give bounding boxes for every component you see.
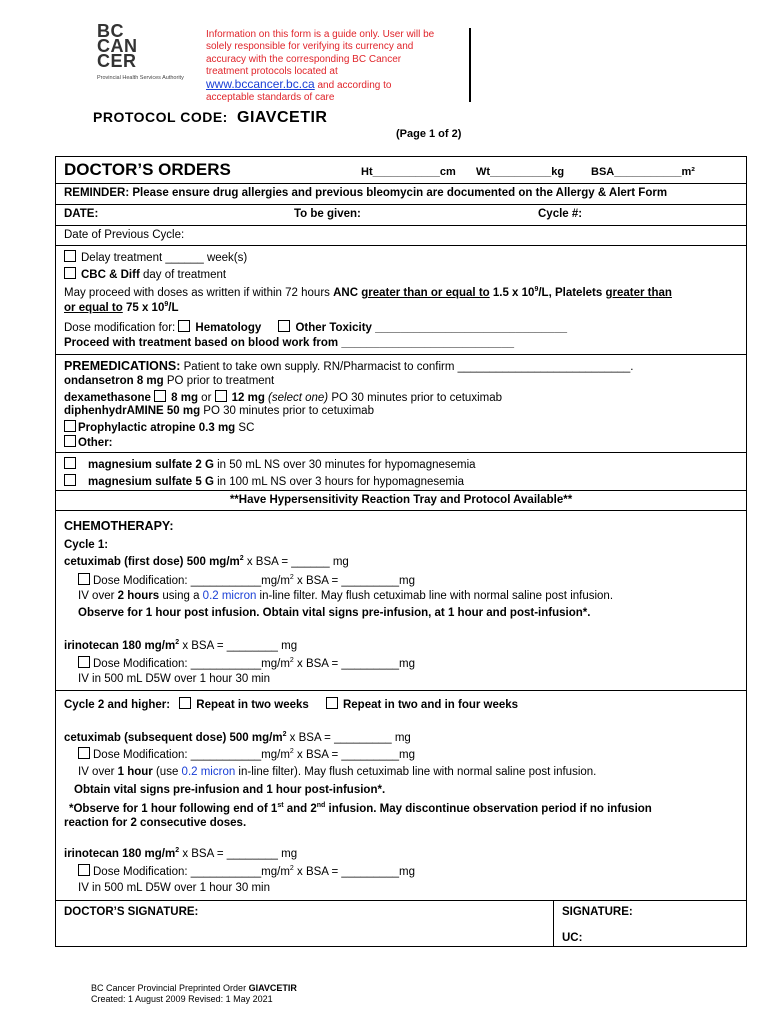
magnesium-5g-checkbox[interactable] <box>64 474 76 486</box>
logo-line-2: CAN <box>97 36 138 56</box>
atropine-label: Prophylactic atropine 0.3 mg <box>78 422 236 434</box>
cycle-2-label: Cycle 2 and higher: <box>64 699 171 711</box>
protocol-code-value: GIAVCETIR <box>237 109 328 126</box>
cbc-diff-text: day of treatment <box>139 269 227 281</box>
repeat-two-four-weeks-checkbox[interactable] <box>326 697 338 709</box>
logo-subtitle: Provincial Health Services Authority <box>97 75 184 81</box>
premedications-title: PREMEDICATIONS: <box>64 359 181 373</box>
observe-cycle1: Observe for 1 hour post infusion. Obtain vital signs pre-infusion, at 1 hour and post-infusion*. <box>78 607 591 619</box>
irinotecan-infusion-2: IV in 500 mL D5W over 1 hour 30 min <box>78 882 270 894</box>
irinotecan2-dose-mod-checkbox[interactable] <box>78 864 90 876</box>
height-field[interactable]: Ht___________cm <box>361 166 456 178</box>
proceed-criteria-cont: or equal to 75 x $10^9/L$ <box>64 301 179 314</box>
cetuximab-first-dose: cetuximab (first dose) 500 mg/m <box>64 555 240 568</box>
disclaimer-line: Information on this form is a guide only. User will be <box>206 29 435 40</box>
magnesium-2g-checkbox[interactable] <box>64 457 76 469</box>
doctors-orders-title: DOCTOR’S ORDERS <box>64 160 231 179</box>
signature-divider <box>553 901 554 946</box>
premed-other-label: Other: <box>78 437 113 449</box>
footer-order-label: BC Cancer Provincial Preprinted Order <box>91 983 249 993</box>
signature-field[interactable]: SIGNATURE: <box>562 906 633 918</box>
hypersensitivity-row <box>56 491 746 511</box>
dex-12mg-checkbox[interactable] <box>215 390 227 402</box>
proceed-criteria: May proceed with doses as written if within 72 hours ANC greater than or equal to 1.5 x $10^9/L$, Platelets greater than <box>64 286 672 299</box>
to-be-given-field[interactable]: To be given: <box>294 208 361 220</box>
cetuximab2-dose-mod-checkbox[interactable] <box>78 747 90 759</box>
atropine-checkbox[interactable] <box>64 420 76 432</box>
date-row <box>56 205 746 226</box>
footer-order-code: GIAVCETIR <box>248 983 297 993</box>
irinotecan-cycle2: irinotecan 180 mg/m <box>64 847 176 860</box>
vitals-cycle2: Obtain vital signs pre-infusion and 1 hour post-infusion*. <box>74 784 386 796</box>
previous-cycle-row <box>56 226 746 246</box>
doctor-signature-field[interactable]: DOCTOR’S SIGNATURE: <box>64 906 199 918</box>
disclaimer <box>206 29 446 105</box>
chemotherapy-title: CHEMOTHERAPY: <box>64 519 174 533</box>
treatment-conditions-row <box>56 246 746 355</box>
cbc-diff-label: CBC & Diff <box>81 269 140 281</box>
orders-header-row <box>56 157 746 184</box>
premedications-intro: Patient to take own supply. RN/Pharmacist to confirm ___________________________. <box>180 361 634 373</box>
disclaimer-after-link: and according to <box>314 80 392 92</box>
cetuximab-dose-mod-checkbox[interactable] <box>78 573 90 585</box>
observe-cycle2-cont: reaction for 2 consecutive doses. <box>64 817 247 829</box>
header-divider <box>469 28 471 102</box>
logo-line-1: BC <box>97 21 124 41</box>
irinotecan-cycle1: irinotecan 180 mg/m <box>64 639 176 652</box>
doctors-orders-form <box>55 156 747 947</box>
proceed-bloodwork: Proceed with treatment based on blood work from ___________________________ <box>64 337 514 349</box>
page-number: (Page 1 of 2) <box>396 128 462 140</box>
disclaimer-line: solely responsible for verifying its currency and <box>206 41 414 53</box>
previous-cycle-field[interactable]: Date of Previous Cycle: <box>64 229 185 241</box>
reminder-text: REMINDER: Please ensure drug allergies and previous bleomycin are documented on the Allergy & Alert Form <box>64 187 668 199</box>
protocol-code <box>93 109 327 127</box>
protocol-code-label: PROTOCOL CODE: <box>93 109 228 125</box>
premedications-row: PREMEDICATIONS: Patient to take own supply. RN/Pharmacist to confirm ___________________________. ondansetron 8 mg PO prior to treatment dexamethasone 8 mg or 12 mg (select one) PO 30 minutes prior to cetuximab diphenhydrAMINE 50 mg PO 30 minutes prior to cetuximab Prophylactic atropine 0.3 mg SC Other: <box>56 355 746 453</box>
other-toxicity-checkbox[interactable] <box>278 320 290 332</box>
hypersensitivity-notice: **Have Hypersensitivity Reaction Tray and Protocol Available** <box>229 494 573 506</box>
footer <box>91 983 297 1005</box>
chemotherapy-cycle2-row: Cycle 2 and higher: Repeat in two weeks Repeat in two and in four weeks cetuximab (subsequent dose) 500 $mg/m^2$ x BSA = _________ mg Dose Modification: $\_\_\_\_\_\_\_\_\_\_\_mg/m^2$ x BSA = _________mg IV over 1 hour (use 0.2 micron in-line filter). May flush cetuximab line with normal saline post infusion. Obtain vital signs pre-infusion and 1 hour post-infusion*. *Observe for 1 hour following end of 1st and 2nd infusion. May discontinue observation period if no infusion reaction for 2 consecutive doses. irinotecan 180 $mg/m^2$ x BSA = ________ mg Dose Modification: $\_\_\_\_\_\_\_\_\_\_\_mg/m^2$ x BSA = _________mg IV in 500 mL D5W over 1 hour 30 min <box>56 691 746 901</box>
cbc-diff-checkbox[interactable] <box>64 267 76 279</box>
cetuximab-subsequent-dose: cetuximab (subsequent dose) 500 mg/m <box>64 731 283 744</box>
weight-field[interactable]: Wt__________kg <box>476 166 565 178</box>
date-field[interactable]: DATE: <box>64 208 99 220</box>
dexamethasone-label: dexamethasone <box>64 392 151 404</box>
other-toxicity-label: Other Toxicity ______________________________ <box>295 322 567 334</box>
repeat-two-weeks-checkbox[interactable] <box>179 697 191 709</box>
irinotecan-infusion-1: IV in 500 mL D5W over 1 hour 30 min <box>78 673 270 685</box>
disclaimer-line: treatment protocols located at <box>206 65 338 77</box>
reminder-row <box>56 184 746 205</box>
bccancer-link[interactable]: www.bccancer.bc.ca <box>206 77 315 92</box>
diphenhydramine-label: diphenhydrAMINE 50 mg <box>64 405 201 417</box>
hematology-checkbox[interactable] <box>178 320 190 332</box>
disclaimer-line: accuracy with the corresponding BC Cancer <box>206 53 402 65</box>
delay-treatment-text: Delay treatment ______ week(s) <box>81 252 248 264</box>
dex-8mg-checkbox[interactable] <box>154 390 166 402</box>
dose-mod-label: Dose modification for: <box>64 322 179 334</box>
cycle-number-field[interactable]: Cycle #: <box>538 208 583 220</box>
delay-treatment-checkbox[interactable] <box>64 250 76 262</box>
irinotecan-dose-mod-checkbox[interactable] <box>78 656 90 668</box>
hematology-label: Hematology <box>195 322 262 334</box>
footer-dates: Created: 1 August 2009 Revised: 1 May 2021 <box>91 994 273 1004</box>
cycle-1-label: Cycle 1: <box>64 539 109 551</box>
uc-field[interactable]: UC: <box>562 932 583 944</box>
premed-other-checkbox[interactable] <box>64 435 76 447</box>
ondansetron-label: ondansetron 8 mg <box>64 375 164 387</box>
chemotherapy-cycle1-row: CHEMOTHERAPY: Cycle 1: cetuximab (first dose) 500 $mg/m^2$ x BSA = ______ mg Dose Modification: $\_\_\_\_\_\_\_\_\_\_\_mg/m^2$ x BSA = _________mg IV over 2 hours using a 0.2 micron in-line filter. May flush cetuximab line with normal saline post infusion. Observe for 1 hour post infusion. Obtain vital signs pre-infusion, at 1 hour and post-infusion*. irinotecan 180 $mg/m^2$ x BSA = ________ mg Dose Modification: $\_\_\_\_\_\_\_\_\_\_\_mg/m^2$ x BSA = _________mg IV in 500 mL D5W over 1 hour 30 min <box>56 511 746 691</box>
magnesium-row: magnesium sulfate 2 G in 50 mL NS over 30 minutes for hypomagnesemia magnesium sulfate 5 G in 100 mL NS over 3 hours for hypomagnesemia <box>56 453 746 491</box>
logo-line-3: CER <box>97 51 137 71</box>
bsa-field[interactable]: BSA___________m² <box>591 166 695 178</box>
disclaimer-line: acceptable standards of care <box>206 92 335 104</box>
bc-cancer-logo <box>97 21 184 81</box>
signature-row <box>56 901 746 946</box>
